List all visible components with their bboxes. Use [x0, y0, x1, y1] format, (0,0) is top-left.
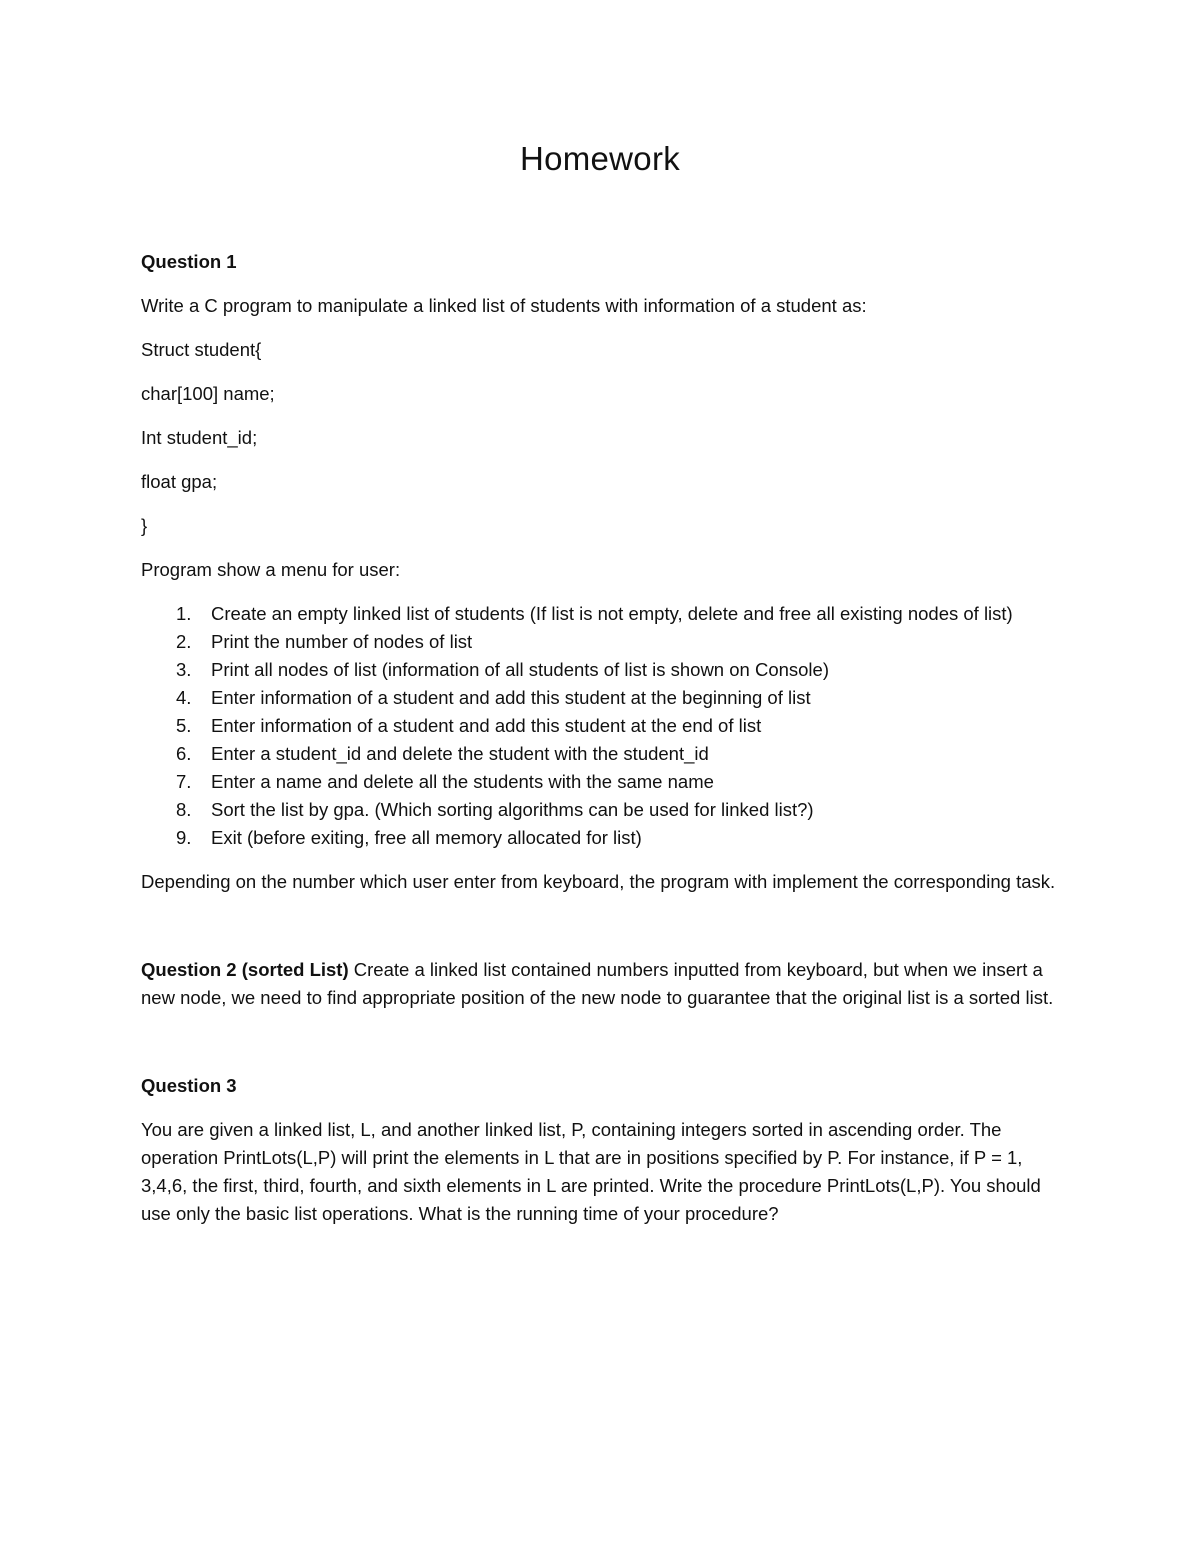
question-3-text: You are given a linked list, L, and another linked list, P, containing integers sorted in ascending order. The operation PrintLots(L,P) will print the elements in L that are in positions specified by P. For instance, if P = 1, 3,4,6, the first, third, fourth, and sixth elements in L are printed. Write the procedure PrintLots(L,P). You should use only the basic list operations. What is the running time of your procedure? — [141, 1119, 1041, 1224]
struct-line-2: char[100] name; — [141, 383, 275, 404]
menu-item-text: Enter information of a student and add this student at the beginning of list — [211, 687, 811, 708]
menu-item-number: 4. — [176, 687, 192, 708]
menu-item — [141, 656, 1071, 684]
menu-item — [141, 796, 1071, 824]
question-1-heading: Question 1 — [141, 251, 237, 272]
menu-item-number: 6. — [176, 743, 192, 764]
menu-item — [141, 740, 1071, 768]
menu-item — [141, 768, 1071, 796]
menu-item — [141, 684, 1071, 712]
question-3-section — [141, 1072, 1071, 1228]
question-1-intro: Write a C program to manipulate a linked list of students with information of a student as: — [141, 295, 867, 316]
menu-item-number: 9. — [176, 827, 192, 848]
document-body — [141, 248, 1071, 1244]
struct-line-1: Struct student{ — [141, 339, 262, 360]
menu-item-text: Enter information of a student and add this student at the end of list — [211, 715, 762, 736]
menu-list — [141, 600, 1071, 852]
menu-item-text: Enter a name and delete all the students with the same name — [211, 771, 714, 792]
menu-item-text: Create an empty linked list of students (If list is not empty, delete and free all existing nodes of list) — [211, 603, 1013, 624]
menu-item-number: 1. — [176, 603, 192, 624]
menu-item-text: Exit (before exiting, free all memory allocated for list) — [211, 827, 642, 848]
menu-item-number: 8. — [176, 799, 192, 820]
question-3-heading: Question 3 — [141, 1075, 237, 1096]
question-2-section — [141, 956, 1071, 1012]
struct-line-4: float gpa; — [141, 471, 218, 492]
question-2-paragraph — [141, 956, 1071, 1012]
menu-item-number: 5. — [176, 715, 192, 736]
struct-line-5: } — [141, 515, 148, 536]
menu-item — [141, 824, 1071, 852]
menu-item-number: 3. — [176, 659, 192, 680]
menu-item-number: 7. — [176, 771, 192, 792]
menu-item — [141, 628, 1071, 656]
question-2-text: Create a linked list contained numbers inputted from keyboard, but when we insert a new node, we need to find appropriate position of the new node to guarantee that the original list is a sorted list. — [141, 959, 1054, 1008]
section-spacer — [141, 912, 1071, 956]
struct-line-3: Int student_id; — [141, 427, 258, 448]
question-2-heading: Question 2 (sorted List) — [141, 959, 349, 980]
menu-item-text: Enter a student_id and delete the student with the student_id — [211, 743, 709, 764]
menu-item-text: Print all nodes of list (information of all students of list is shown on Console) — [211, 659, 829, 680]
menu-item-number: 2. — [176, 631, 192, 652]
section-spacer — [141, 1028, 1071, 1072]
menu-item — [141, 712, 1071, 740]
menu-item — [141, 600, 1071, 628]
menu-intro: Program show a menu for user: — [141, 559, 401, 580]
document-title: Homework — [519, 140, 681, 177]
menu-item-text: Print the number of nodes of list — [211, 631, 473, 652]
menu-item-text: Sort the list by gpa. (Which sorting algorithms can be used for linked list?) — [211, 799, 814, 820]
question-1-closing: Depending on the number which user enter from keyboard, the program with implement the corresponding task. — [141, 871, 1056, 892]
question-1-section — [141, 248, 1071, 896]
